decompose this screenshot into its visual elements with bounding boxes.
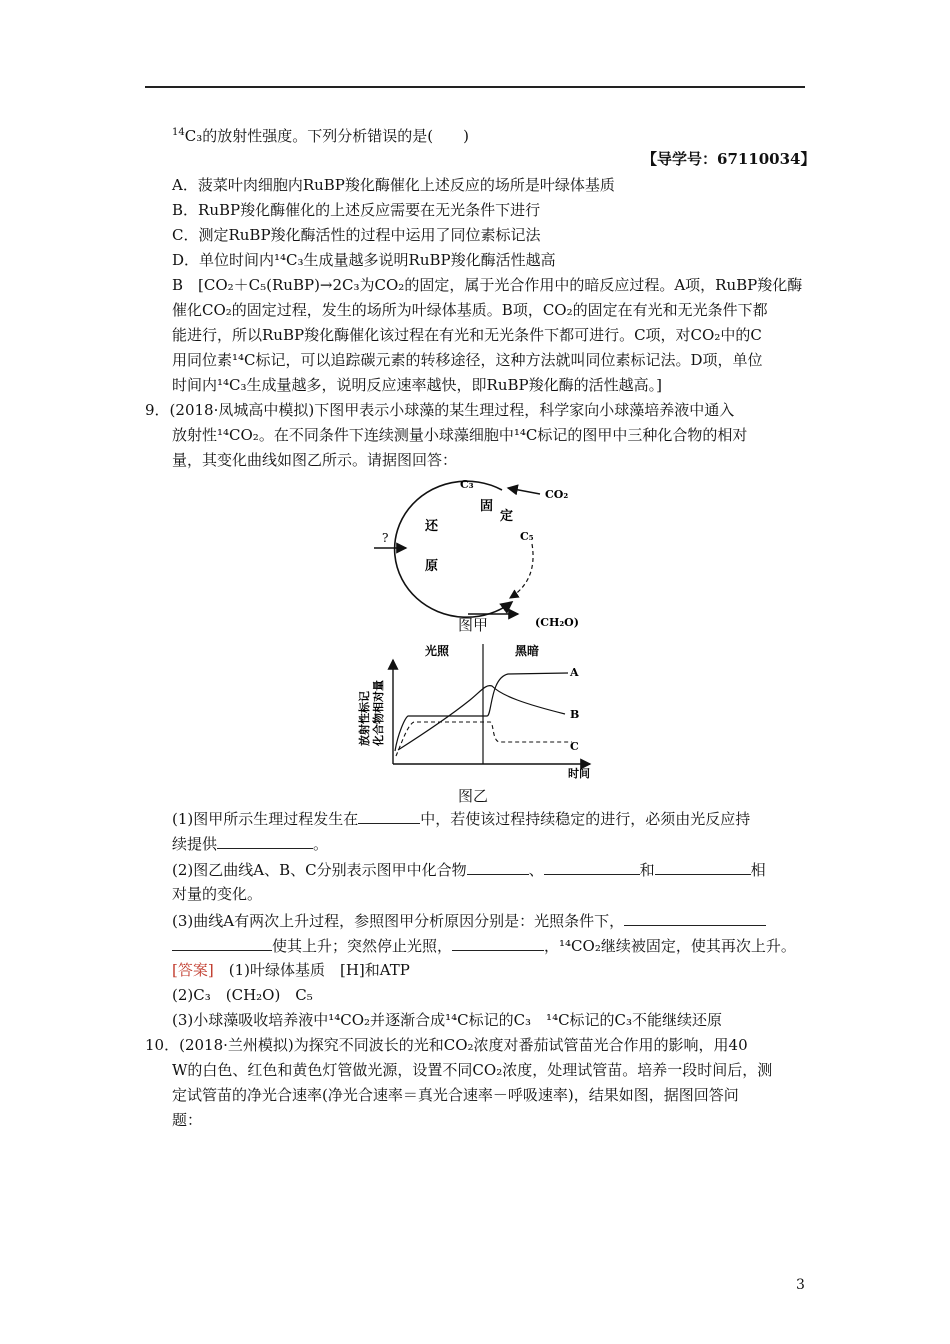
q9-stem-2: 放射性¹⁴CO₂。在不同条件下连续测量小球藻细胞中¹⁴C标记的图甲中三种化合物的相对 [172,426,748,444]
guide-number: 【导学号：67110034】 [642,150,816,168]
q10-stem-2: W的白色、红色和黄色灯管做光源，设置不同CO₂浓度，处理试管苗。培养一段时间后，测 [172,1061,773,1079]
label-reduce-2: 原 [425,559,439,574]
answer-blank[interactable] [452,935,544,951]
curve-a [395,673,568,751]
answer-blank[interactable] [217,833,313,849]
q9-subquestion-1: (1)图甲所示生理过程发生在 中，若使该过程持续稳定的进行，必须由光反应持 [172,810,751,828]
q9-stem-1: 9．(2018·凤城高中模拟)下图甲表示小球藻的某生理过程，科学家向小球藻培养液中通入 [145,401,735,419]
label-question: ? [382,531,389,545]
legend-b: B [570,708,580,721]
header-rule [145,86,805,88]
q8-option-b: B．RuBP羧化酶催化的上述反应需要在无光条件下进行 [172,201,541,219]
q9-answer-1: [答案] (1)叶绿体基质 [H]和ATP [172,961,410,979]
q9-answer-2: (2)C₃ (CH₂O) C₅ [172,986,313,1004]
q10-stem-3: 定试管苗的净光合速率(净光合速率＝真光合速率－呼吸速率)，结果如图，据图回答问 [172,1086,739,1104]
curve-b [398,686,565,750]
label-co2: CO₂ [545,488,569,501]
q8-stem-tail: $^{14}$C₃的放射性强度。下列分析错误的是( ) [172,127,469,145]
label-fix-1: 固 [480,499,494,514]
co2-arrow [508,488,540,494]
q9-subquestion-3-cont: 使其上升；突然停止光照， ，¹⁴CO₂继续被固定，使其再次上升。 [172,935,796,956]
label-light: 光照 [425,644,450,658]
answer-blank[interactable] [172,935,272,951]
answer-blank[interactable] [655,859,751,875]
q8-option-c: C．测定RuBP羧化酶活性的过程中运用了同位素标记法 [172,226,541,244]
q9-answer-3: (3)小球藻吸收培养液中¹⁴CO₂并逐渐合成¹⁴C标记的C₃ ¹⁴C标记的C₃不能继续还原 [172,1011,723,1029]
label-dark: 黑暗 [515,644,540,658]
figure-calvin-cycle [360,468,610,628]
answer-blank[interactable] [358,808,420,824]
q8-explanation-1: B [CO₂＋C₅(RuBP)→2C₃为CO₂的固定，属于光合作用中的暗反应过程。A项，RuBP羧化酶 [172,276,803,294]
q9-stem-3: 量，其变化曲线如图乙所示。请据图回答： [172,451,458,469]
q9-subquestion-2-cont: 对量的变化。 [172,885,263,903]
page-number: 3 [796,1277,805,1293]
label-fix-2: 定 [500,509,514,524]
caption-figure-b: 图乙 [458,787,489,805]
answer-blank[interactable] [544,859,640,875]
label-c3: C₃ [460,478,474,491]
q8-explanation-5: 时间内¹⁴C₃生成量越多，说明反应速率越快，即RuBP羧化酶的活性越高。] [172,376,662,394]
figure-curves [350,638,610,783]
answer-blank[interactable] [467,859,529,875]
cycle-arc [395,481,512,617]
q10-stem-1: 10．(2018·兰州模拟)为探究不同波长的光和CO₂浓度对番茄试管苗光合作用的影响，用40 [145,1036,748,1054]
curve-c [396,722,572,756]
q8-explanation-2: 催化CO₂的固定过程，发生的场所为叶绿体基质。B项，CO₂的固定在有光和无光条件下都 [172,301,768,319]
q8-explanation-4: 用同位素¹⁴C标记，可以追踪碳元素的转移途径，这种方法就叫同位素标记法。D项，单位 [172,351,763,369]
q8-option-a: A．菠菜叶肉细胞内RuBP羧化酶催化上述反应的场所是叶绿体基质 [172,176,615,194]
q10-stem-4: 题： [172,1111,203,1129]
legend-a: A [570,666,579,679]
caption-figure-a: 图甲 [458,616,489,634]
q9-subquestion-3: (3)曲线A有两次上升过程，参照图甲分析原因分别是：光照条件下， [172,910,766,931]
q8-option-d: D．单位时间内¹⁴C₃生成量越多说明RuBP羧化酶活性越高 [172,251,556,269]
q9-subquestion-1-cont: 续提供 。 [172,835,329,853]
regeneration-arrow [510,544,533,598]
q9-subquestion-2: (2)图乙曲线A、B、C分别表示图甲中化合物 、 和 相 [172,861,766,879]
label-ch2o: (CH₂O) [535,616,579,628]
y-axis-label-1: 放射性标记 [358,691,371,746]
answer-blank[interactable] [624,910,766,926]
label-c5: C₅ [520,530,534,543]
q8-explanation-3: 能进行，所以RuBP羧化酶催化该过程在有光和无光条件下都可进行。C项，对CO₂中的C [172,326,762,344]
x-axis-label: 时间 [568,767,590,780]
label-reduce-1: 还 [425,519,439,534]
answer-tag: [答案] [172,961,214,979]
legend-c: C [570,740,579,753]
y-axis-label-2: 化合物相对量 [372,680,385,746]
